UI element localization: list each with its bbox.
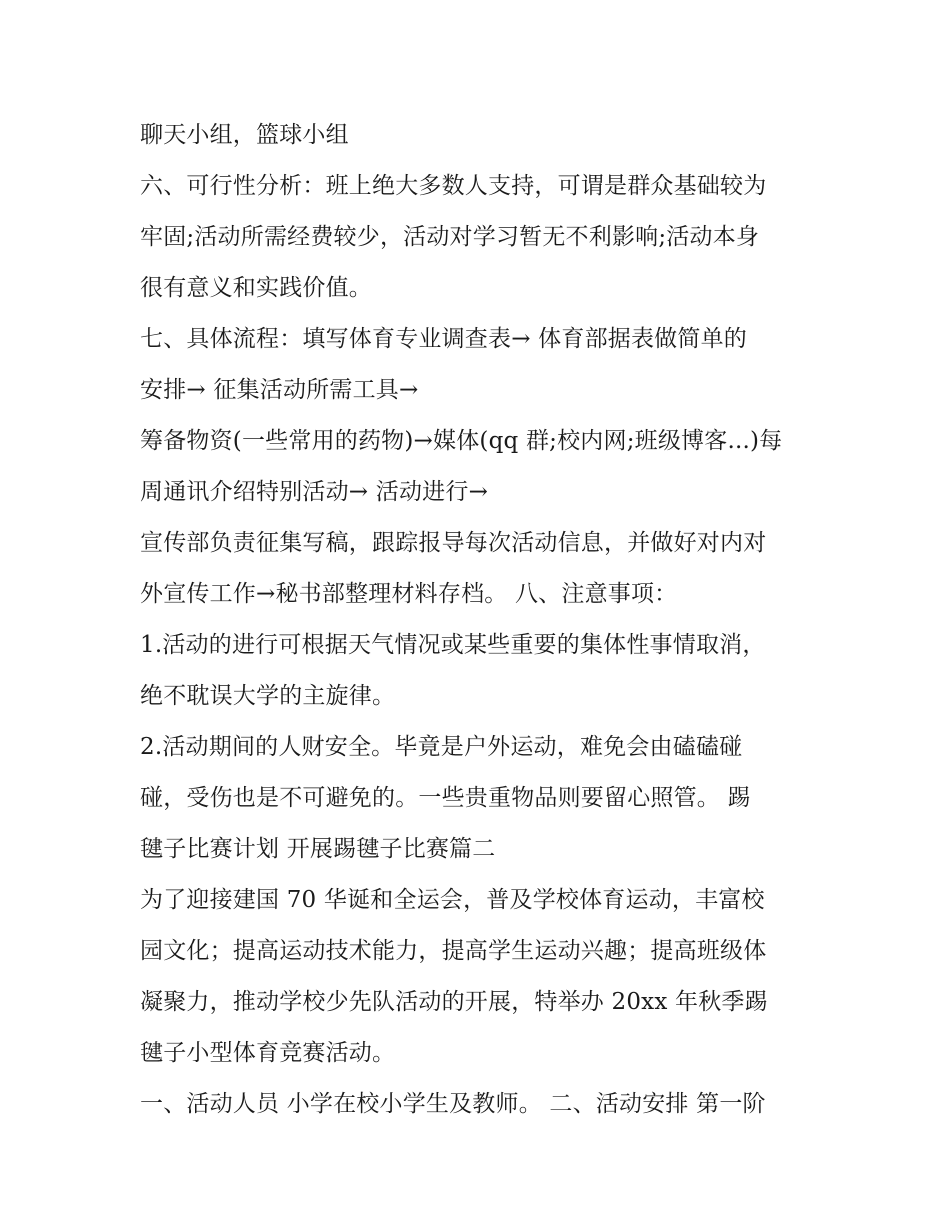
text-line: 安排→ 征集活动所需工具→ bbox=[140, 377, 419, 403]
text-line: 毽子比赛计划 开展踢毽子比赛篇二 bbox=[140, 836, 496, 862]
text-line: 很有意义和实践价值。 bbox=[140, 275, 372, 301]
text-line: 宣传部负责征集写稿，跟踪报导每次活动信息，并做好对内对 bbox=[140, 530, 767, 556]
text-line: 聊天小组，篮球小组 bbox=[140, 122, 349, 148]
text-line: 毽子小型体育竞赛活动。 bbox=[140, 1040, 396, 1066]
text-line: 1.活动的进行可根据天气情况或某些重要的集体性事情取消， bbox=[140, 632, 766, 658]
document-body bbox=[140, 110, 840, 1130]
text-line: 牢固;活动所需经费较少，活动对学习暂无不利影响;活动本身 bbox=[140, 224, 760, 250]
text-line: 绝不耽误大学的主旋律。 bbox=[140, 683, 396, 709]
text-line: 为了迎接建国 70 华诞和全运会，普及学校体育运动，丰富校 bbox=[140, 887, 765, 913]
text-line: 六、可行性分析：班上绝大多数人支持，可谓是群众基础较为 bbox=[140, 173, 767, 199]
text-line: 园文化；提高运动技术能力，提高学生运动兴趣；提高班级体 bbox=[140, 938, 767, 964]
text-line: 一、活动人员 小学在校小学生及教师。 二、活动安排 第一阶 bbox=[140, 1091, 766, 1117]
text-line: 筹备物资(一些常用的药物)→媒体(qq 群;校内网;班级博客...)每 bbox=[140, 428, 783, 454]
text-line: 碰，受伤也是不可避免的。一些贵重物品则要留心照管。 踢 bbox=[140, 785, 751, 811]
text-line: 七、具体流程：填写体育专业调查表→ 体育部据表做简单的 bbox=[140, 326, 747, 352]
text-line: 2.活动期间的人财安全。毕竟是户外运动，难免会由磕磕碰 bbox=[140, 734, 743, 760]
text-line: 周通讯介绍特别活动→ 活动进行→ bbox=[140, 479, 489, 505]
text-line: 外宣传工作→秘书部整理材料存档。 八、注意事项： bbox=[140, 581, 678, 607]
text-line: 凝聚力，推动学校少先队活动的开展，特举办 20xx 年秋季踢 bbox=[140, 989, 768, 1015]
